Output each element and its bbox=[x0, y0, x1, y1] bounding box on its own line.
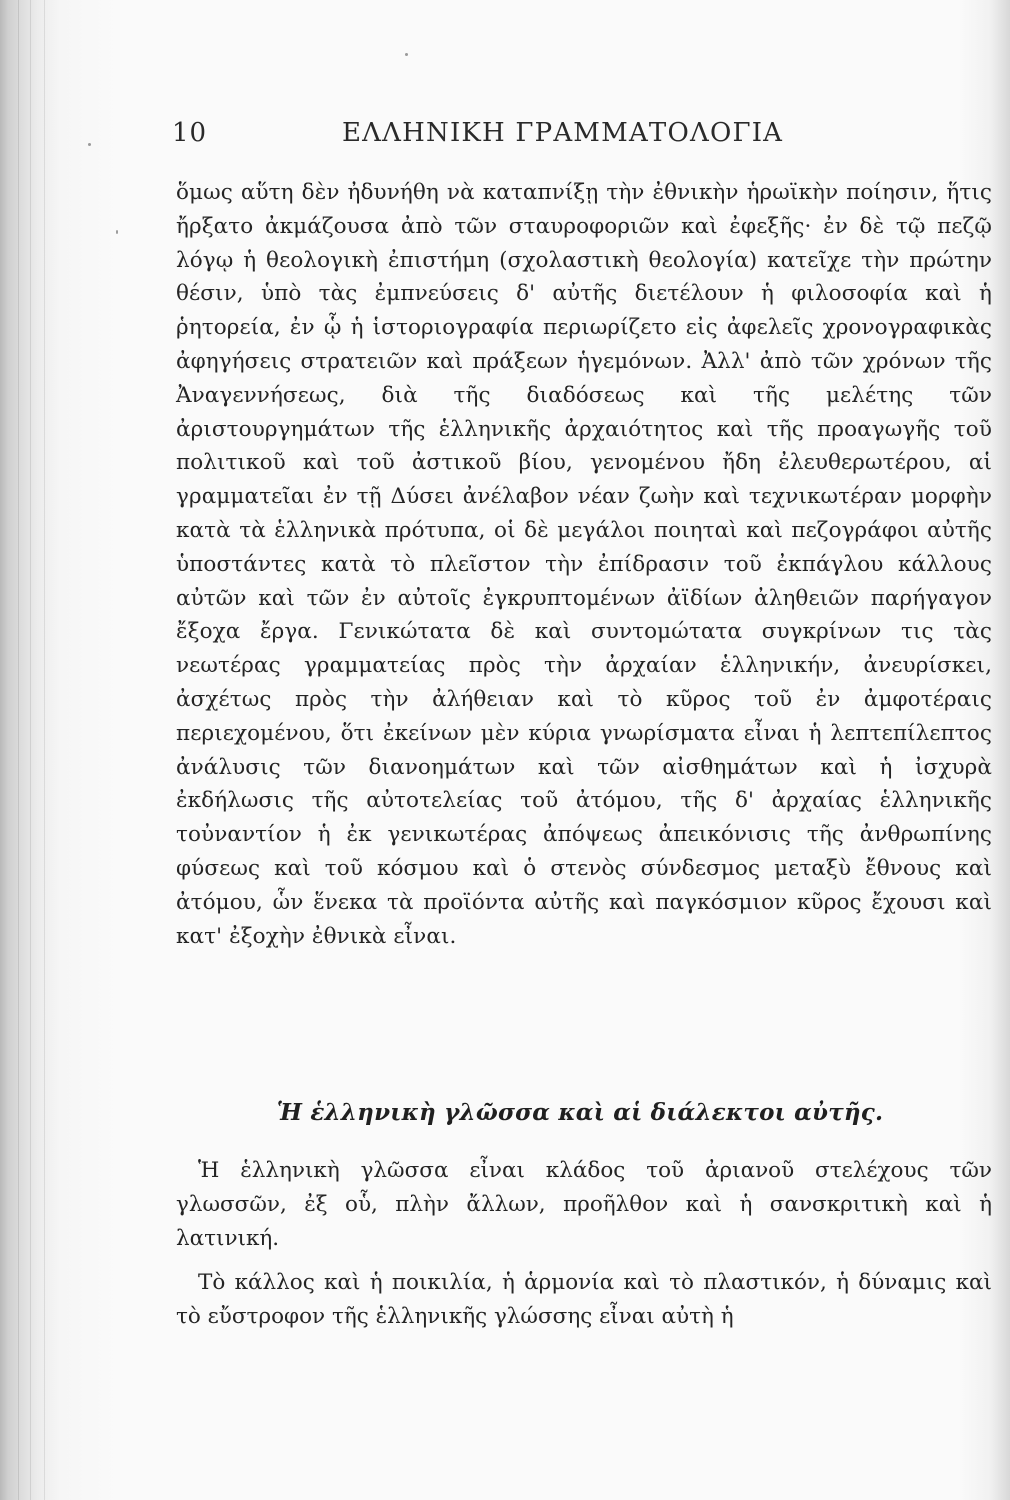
page-stack-edge bbox=[44, 0, 45, 1500]
section-paragraph-2: Τὸ κάλλος καὶ ἡ ποικιλία, ἡ ἁρμονία καὶ τὸ πλαστικόν, ἡ δύναμις καὶ τὸ εὔστροφον τῆς ἑλληνικῆς γλώσσης εἶναι αὐτὴ ἡ bbox=[176, 1270, 992, 1329]
book-page bbox=[60, 0, 1010, 1500]
page-header bbox=[60, 118, 1010, 158]
running-title: ΕΛΛΗΝΙΚΗ ΓΡΑΜΜΑΤΟΛΟΓΙΑ bbox=[342, 118, 784, 148]
section-paragraph-1: Ἡ ἑλληνικὴ γλῶσσα εἶναι κλάδος τοῦ ἀριανοῦ στελέχους τῶν γλωσσῶν, ἐξ οὗ, πλὴν ἄλλων, προῆλθον καὶ ἡ σανσκριτικὴ καὶ ἡ λατινική. bbox=[176, 1158, 992, 1251]
main-text-block bbox=[176, 176, 992, 953]
page-stack-edge bbox=[30, 0, 31, 1500]
section-text-block bbox=[176, 1154, 992, 1344]
body-paragraph: ὅμως αὕτη δὲν ἠδυνήθη νὰ καταπνίξῃ τὴν ἐθνικὴν ἡρωϊκὴν ποίησιν, ἥτις ἤρξατο ἀκμάζουσα ἀπὸ τῶν σταυροφοριῶν καὶ ἐφεξῆς· ἐν δὲ τῷ πεζῷ λόγῳ ἡ θεολογικὴ ἐπιστήμη (σχολαστικὴ θεολογία) κατεῖχε τὴν πρώτην θέσιν, ὑπὸ τὰς ἐμπνεύσεις δ' αὐτῆς διετέλουν ἡ φιλοσοφία καὶ ἡ ῥητορεία, ἐν ᾧ ἡ ἱστοριογραφία περιωρίζετο εἰς ἀφελεῖς χρονογραφικὰς ἀφηγήσεις στρατειῶν καὶ πράξεων ἡγεμόνων. Ἀλλ' ἀπὸ τῶν χρόνων τῆς Ἀναγεννήσεως, διὰ τῆς διαδόσεως καὶ τῆς μελέτης τῶν ἀριστουργημάτων τῆς ἑλληνικῆς ἀρχαιότητος καὶ τῆς προαγωγῆς τοῦ πολιτικοῦ καὶ τοῦ ἀστικοῦ βίου, γενομένου ἤδη ἐλευθερωτέρου, αἱ γραμματεῖαι ἐν τῇ Δύσει ἀνέλαβον νέαν ζωὴν καὶ τεχνικωτέραν μορφὴν κατὰ τὰ ἑλληνικὰ πρότυπα, οἱ δὲ μεγάλοι ποιηταὶ καὶ πεζογράφοι αὐτῆς ὑποστάντες κατὰ τὸ πλεῖστον τὴν ἐπίδρασιν τοῦ ἐκπάγλου κάλλους αὐτῶν καὶ τῶν ἐν αὐτοῖς ἐγκρυπτομένων ἀϊδίων ἀληθειῶν παρήγαγον ἔξοχα ἔργα. Γενικώτατα δὲ καὶ συντομώτατα συγκρίνων τις τὰς νεωτέρας γραμματείας πρὸς τὴν ἀρχαίαν ἑλληνικήν, ἀνευρίσκει, ἀσχέτως πρὸς τὴν ἀλήθειαν καὶ τὸ κῦρος τοῦ ἐν ἀμφοτέραις περιεχομένου, ὅτι ἐκείνων μὲν κύρια γνωρίσματα εἶναι ἡ λεπτεπίλεπτος ἀνάλυσις τῶν διανοημάτων καὶ τῶν αἰσθημάτων καὶ ἡ ἰσχυρὰ ἐκδήλωσις τῆς αὐτοτελείας τοῦ ἀτόμου, τῆς δ' ἀρχαίας ἑλληνικῆς τοὐναντίον ἡ ἐκ γενικωτέρας ἀπόψεως ἀπεικόνισις τῆς ἀνθρωπίνης φύσεως καὶ τοῦ κόσμου καὶ ὁ στενὸς σύνδεσμος μεταξὺ ἔθνους καὶ ἀτόμου, ὧν ἕνεκα τὰ προϊόντα αὐτῆς καὶ παγκόσμιον κῦρος ἔχουσι καὶ κατ' ἐξοχὴν ἐθνικὰ εἶναι. bbox=[176, 180, 992, 949]
page-number: 10 bbox=[172, 118, 208, 148]
section-heading: Ἡ ἑλληνικὴ γλῶσσα καὶ αἱ διάλεκτοι αὐτῆς. bbox=[276, 1099, 884, 1127]
page-stack-edge bbox=[18, 0, 19, 1500]
